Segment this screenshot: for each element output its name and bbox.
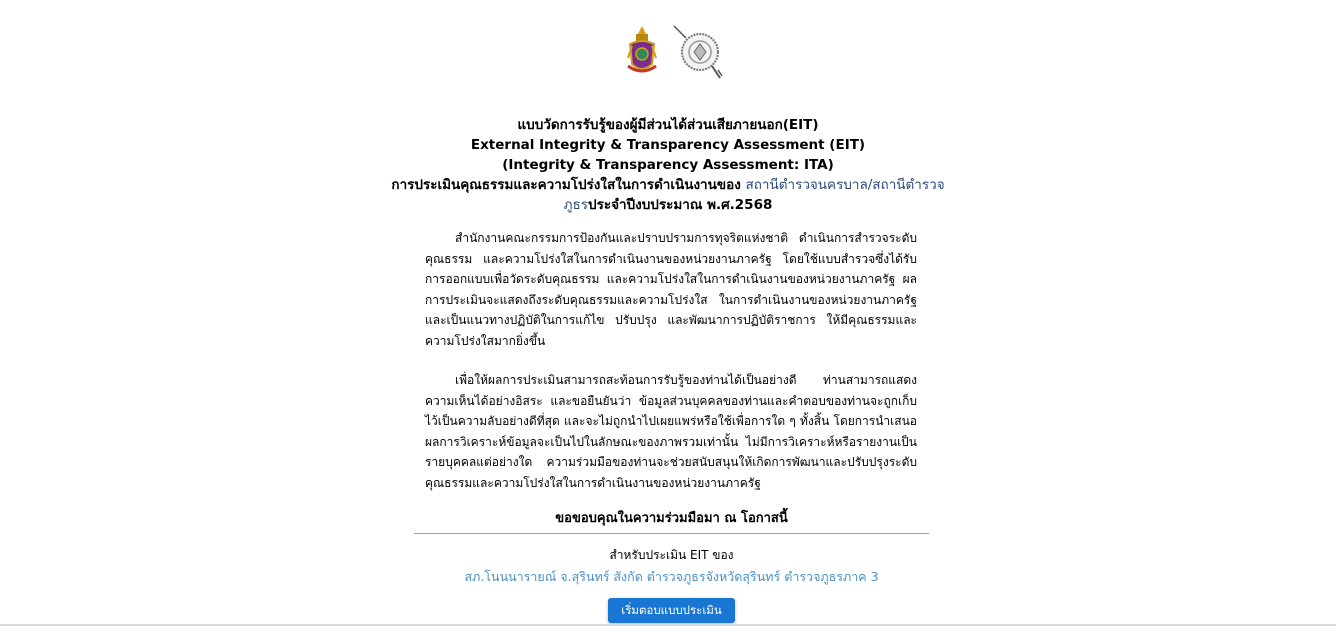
start-assessment-button[interactable]: เริ่มตอบแบบประเมิน <box>608 598 735 623</box>
logo-group <box>624 24 724 80</box>
agency-name: สถานีตำรวจนครบาล/สถานีตำรวจภูธร <box>563 177 945 213</box>
title-english: External Integrity & Transparency Assessment (EIT) <box>470 137 866 153</box>
intro-paragraph-1: สำนักงานคณะกรรมการป้องกันและปราบปรามการทุจริตแห่งชาติ ดำเนินการสำรวจระดับคุณธรรม และความโปร่งใสในการดำเนินงานของหน่วยงานภาครัฐ โดยใช้แบบสำรวจซึ่งได้รับการออกแบบเพื่อวัดระดับคุณธรรม และความโปร่งใสในการดำเนินงานของหน่วยงานภาครัฐ ผลการประเมินจะแสดงถึงระดับคุณธรรมและความโปร่งใส ในการดำเนินงานของหน่วยงานภาครัฐ และเป็นแนวทางปฏิบัติในการแก้ไข ปรับปรุง และพัฒนาการปฏิบัติราชการ ให้มีคุณธรรมและความโปร่งใสมากยิ่งขึ้น <box>425 231 917 348</box>
evaluation-for-label: สำหรับประเมิน EIT ของ <box>609 548 734 562</box>
assessment-header <box>380 115 956 215</box>
title-agency-line <box>380 175 956 215</box>
police-seal-icon <box>672 24 724 80</box>
fiscal-year: ประจำปีงบประมาณ พ.ศ.2568 <box>588 197 773 213</box>
title-thai: แบบวัดการรับรู้ของผู้มีส่วนได้ส่วนเสียภายนอก(EIT) <box>517 117 819 133</box>
divider <box>414 533 929 534</box>
nacc-emblem-icon <box>624 24 660 76</box>
station-name: สภ.โนนนารายณ์ จ.สุรินทร์ สังกัด ตำรวจภูธรจังหวัดสุรินทร์ ตำรวจภูธรภาค 3 <box>464 569 879 584</box>
title-ita: (Integrity & Transparency Assessment: ITA) <box>502 157 834 173</box>
intro-paragraph-2: เพื่อให้ผลการประเมินสามารถสะท้อนการรับรู้ของท่านได้เป็นอย่างดี ท่านสามารถแสดงความเห็นได้อย่างอิสระ และขอยืนยันว่า ข้อมูลส่วนบุคคลของท่านและคำตอบของท่านจะถูกเก็บไว้เป็นความลับอย่างดีที่สุด และจะไม่ถูกนำไปเผยแพร่หรือใช้เพื่อการใด ๆ ทั้งสิ้น โดยการนำเสนอผลการวิเคราะห์ข้อมูลจะเป็นไปในลักษณะของภาพรวมเท่านั้น ไม่มีการวิเคราะห์หรือรายงานเป็นรายบุคคลแต่อย่างใด ความร่วมมือของท่านจะช่วยสนับสนุนให้เกิดการพัฒนาและปรับปรุงระดับคุณธรรมและความโปร่งใสในการดำเนินงานของหน่วยงานภาครัฐ <box>425 373 917 490</box>
thanks-text: ขอขอบคุณในความร่วมมือมา ณ โอกาสนี้ <box>555 511 788 526</box>
title-agency-prefix: การประเมินคุณธรรมและความโปร่งใสในการดำเนินงานของ <box>391 177 746 193</box>
